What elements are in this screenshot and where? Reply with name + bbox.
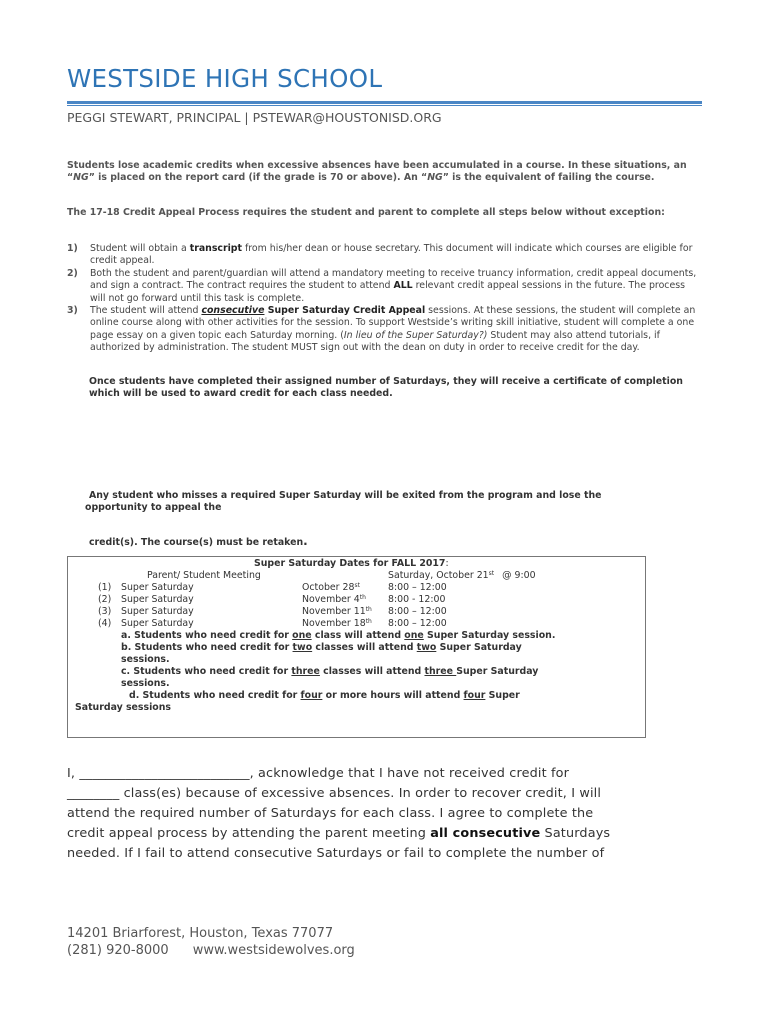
- session-date: November 18th: [302, 618, 372, 629]
- step-2: 2) Both the student and parent/guardian will attend a mandatory meeting to receive truancy information, credit appeal documents, and sign a contract. The contract requires the student to attend ALL relevant credit appeal sessions in the future. The process will not go forward until this task is complete.: [67, 268, 697, 304]
- header-rule-thick: [67, 101, 702, 104]
- session-date: October 28st: [302, 582, 360, 593]
- session-time: 8:00 - 12:00: [388, 594, 446, 605]
- session-name: Super Saturday: [121, 582, 194, 593]
- step-1: 1) Student will obtain a transcript from his/her dean or house secretary. This document will indicate which courses are eligible for credit appeal.: [67, 243, 693, 267]
- step-number: 3): [67, 305, 78, 316]
- super-saturday-schedule-box: [67, 556, 646, 738]
- missed-session-warning-line-1: Any student who misses a required Super Saturday will be exited from the program and lose the: [89, 490, 602, 501]
- rule-three-classes-cont: sessions.: [121, 678, 170, 689]
- acknowledgment-line-4: credit appeal process by attending the parent meeting all consecutive Saturdays: [67, 826, 611, 841]
- intro-paragraph: Students lose academic credits when excessive absences have been accumulated in a course. In these situations, an “NG” is placed on the report card (if the grade is 70 or above). An “NG” is the equivalent of failing the course.: [67, 160, 687, 184]
- session-date: November 11th: [302, 606, 372, 617]
- session-row: (3): [98, 606, 112, 617]
- footer-address: 14201 Briarforest, Houston, Texas 77077: [67, 926, 334, 941]
- acknowledgment-line-2: ________ class(es) because of excessive absences. In order to recover credit, I will: [67, 786, 602, 801]
- rule-three-classes: c. Students who need credit for three classes will attend three Super Saturday: [121, 666, 539, 677]
- parent-meeting-label: Parent/ Student Meeting: [147, 570, 261, 581]
- step-number: 2): [67, 268, 78, 279]
- rule-two-classes: b. Students who need credit for two classes will attend two Super Saturday: [121, 642, 522, 653]
- session-row: (1): [98, 582, 112, 593]
- acknowledgment-line-5: needed. If I fail to attend consecutive Saturdays or fail to complete the number of: [67, 846, 605, 861]
- rule-two-classes-cont: sessions.: [121, 654, 170, 665]
- school-title: WESTSIDE HIGH SCHOOL: [67, 64, 383, 93]
- header-rule-thin: [67, 105, 702, 106]
- rule-four-classes: d. Students who need credit for four or more hours will attend four Super: [129, 690, 520, 701]
- acknowledgment-line-1: I, __________________________, acknowledge that I have not received credit for: [67, 766, 570, 781]
- acknowledgment-line-3: attend the required number of Saturdays for each class. I agree to complete the: [67, 806, 594, 821]
- footer-contact: [67, 943, 355, 958]
- session-row: (4): [98, 618, 112, 629]
- certificate-note: Once students have completed their assigned number of Saturdays, they will receive a certificate of completion which will be used to award credit for each class needed.: [89, 376, 683, 400]
- parent-meeting-date: Saturday, October 21st @ 9:00: [388, 570, 536, 581]
- process-requirement-paragraph: The 17-18 Credit Appeal Process requires the student and parent to complete all steps below without exception:: [67, 207, 665, 218]
- missed-session-warning-line-2: opportunity to appeal the: [85, 502, 222, 513]
- rule-four-classes-cont: Saturday sessions: [75, 702, 171, 713]
- session-date: November 4th: [302, 594, 366, 605]
- footer-phone: (281) 920-8000: [67, 943, 169, 958]
- missed-session-warning-line-3: credit(s). The course(s) must be retaken.: [89, 534, 308, 548]
- session-time: 8:00 – 12:00: [388, 618, 447, 629]
- footer-website-link[interactable]: www.westsidewolves.org: [192, 943, 355, 958]
- session-name: Super Saturday: [121, 594, 194, 605]
- principal-contact-line: PEGGI STEWART, PRINCIPAL | PSTEWAR@HOUSTONISD.ORG: [67, 110, 442, 125]
- session-time: 8:00 – 12:00: [388, 606, 447, 617]
- session-name: Super Saturday: [121, 606, 194, 617]
- rule-one-class: a. Students who need credit for one class will attend one Super Saturday session.: [121, 630, 556, 641]
- session-row: (2): [98, 594, 112, 605]
- schedule-title: Super Saturday Dates for FALL 2017:: [254, 558, 449, 569]
- step-3: 3) The student will attend consecutive Super Saturday Credit Appeal sessions. At these sessions, the student will complete an online course along with other activities for the session. To support Westside’s writing skill initiative, student will complete a one page essay on a given topic each Saturday morning. (In lieu of the Super Saturday?) Student may also attend tutorials, if authorized by administration. The student MUST sign out with the dean on duty in order to receive credit for the day.: [67, 305, 696, 354]
- session-name: Super Saturday: [121, 618, 194, 629]
- step-number: 1): [67, 243, 78, 254]
- session-time: 8:00 – 12:00: [388, 582, 447, 593]
